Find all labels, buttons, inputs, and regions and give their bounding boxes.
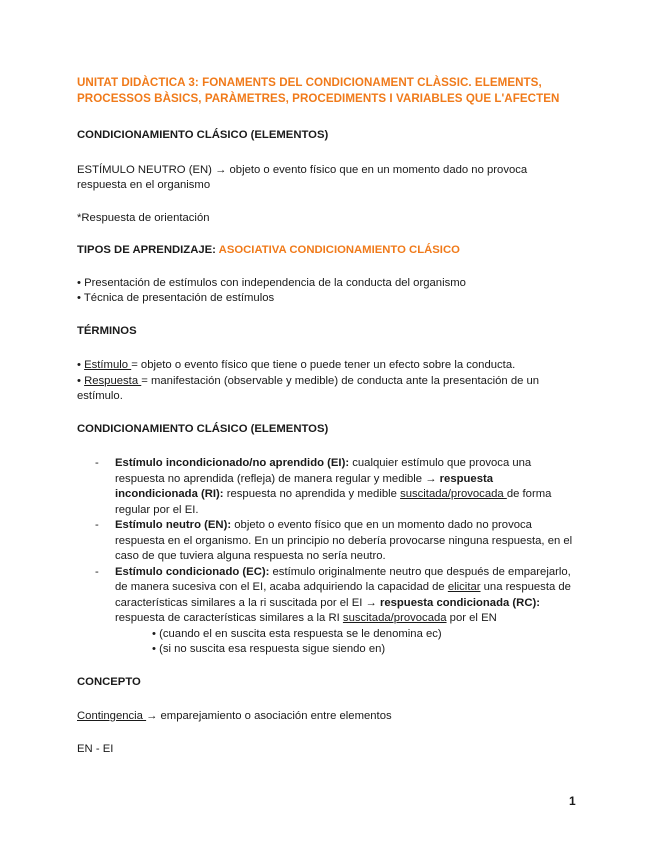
- term-stimulus: [77, 358, 577, 374]
- rc-end: por el EN: [446, 612, 497, 624]
- ri-end: de forma regular por el EI.: [115, 488, 552, 516]
- ec-text: estímulo originalmente neutro que después de emparejarlo, de manera sucesiva con el EI, acaba adquiriendo la capacidad de: [115, 565, 571, 593]
- contingency-line: [77, 709, 577, 725]
- rc-text: respuesta de características similares a la RI: [115, 612, 343, 624]
- term-response-word: Respuesta: [84, 374, 142, 387]
- ei-label: Estímulo incondicionado/no aprendido (EI):: [115, 457, 350, 469]
- term-stimulus-definition: = objeto o evento físico que tiene o puede tener un efecto sobre la conducta.: [131, 359, 516, 371]
- learning-types-accent: ASOCIATIVA CONDICIONAMIENTO CLÁSICO: [218, 244, 460, 256]
- section-heading-elements: CONDICIONAMIENTO CLÁSICO (ELEMENTOS): [77, 129, 329, 141]
- ec-label: Estímulo condicionado (EC):: [115, 565, 270, 578]
- list-item-ec: [77, 565, 577, 627]
- title-line-2: PROCESSOS BÀSICS, PARÀMETRES, PROCEDIMENTS I VARIABLES QUE L'AFECTEN: [77, 92, 560, 105]
- term-bullet: •: [77, 374, 85, 387]
- sub-bullet-2: • (si no suscita esa respuesta sigue siendo en): [152, 643, 386, 655]
- section-heading-concept: CONCEPTO: [77, 675, 141, 688]
- ec-text-2: una respuesta de características similares a la ri suscitada por el EI →: [115, 581, 571, 609]
- contingency-term: Contingencia: [77, 710, 147, 722]
- section-heading-elements-2: CONDICIONAMIENTO CLÁSICO (ELEMENTOS): [77, 422, 329, 435]
- en-ei-pair: EN - EI: [77, 742, 114, 755]
- orientation-note: *Respuesta de orientación: [77, 211, 210, 224]
- elements-list: [77, 456, 577, 627]
- page-number: 1: [569, 794, 576, 808]
- ri-underlined: suscitada/provocada: [400, 488, 507, 500]
- contingency-definition: → emparejamiento o asociación entre elementos: [146, 710, 392, 722]
- ri-text: respuesta no aprendida y medible: [223, 488, 401, 500]
- ei-text: cualquier estímulo que provoca una respuesta no aprendida (refleja) de manera regular y medible →: [115, 457, 532, 485]
- page-content: [77, 75, 577, 757]
- rc-label: respuesta condicionada (RC):: [379, 596, 541, 609]
- ec-underlined: elicitar: [447, 581, 481, 593]
- learning-types-label: TIPOS DE APRENDIZAJE:: [77, 244, 216, 256]
- term-response: [77, 374, 577, 405]
- title-line-1: UNITAT DIDÀCTICA 3: FONAMENTS DEL CONDICIONAMENT CLÀSSIC. ELEMENTS,: [77, 76, 542, 89]
- term-response-definition: = manifestación (observable y medible) de conducta ante la presentación de un estímulo.: [77, 374, 540, 402]
- sub-bullet-1: • (cuando el en suscita esta respuesta se le denomina ec): [152, 627, 442, 640]
- en-text: objeto o evento físico que en un momento dado no provoca respuesta en el organismo. En un principio no debería provocarse ninguna respuesta, en el caso de que tuviera alguna respuesta no sería neutro.: [115, 519, 573, 562]
- section-heading-learning-types: [77, 243, 577, 259]
- document-title: [77, 75, 577, 107]
- term-stimulus-word: Estímulo: [84, 359, 132, 371]
- rc-underlined: suscitada/provocada: [342, 612, 447, 624]
- ri-label: respuesta incondicionada (RI):: [115, 472, 494, 500]
- term-bullet: •: [77, 359, 85, 371]
- learning-bullet-1: • Presentación de estímulos con independencia de la conducta del organismo: [77, 276, 466, 289]
- learning-bullet-2: • Técnica de presentación de estímulos: [77, 292, 275, 304]
- section-heading-terms: TÉRMINOS: [77, 324, 137, 337]
- list-item-en: [77, 518, 577, 565]
- list-item-ei: [77, 456, 577, 518]
- en-label: Estímulo neutro (EN):: [115, 519, 232, 531]
- neutral-stimulus-paragraph: ESTÍMULO NEUTRO (EN) → objeto o evento físico que en un momento dado no provoca respuesta en el organismo: [77, 163, 528, 191]
